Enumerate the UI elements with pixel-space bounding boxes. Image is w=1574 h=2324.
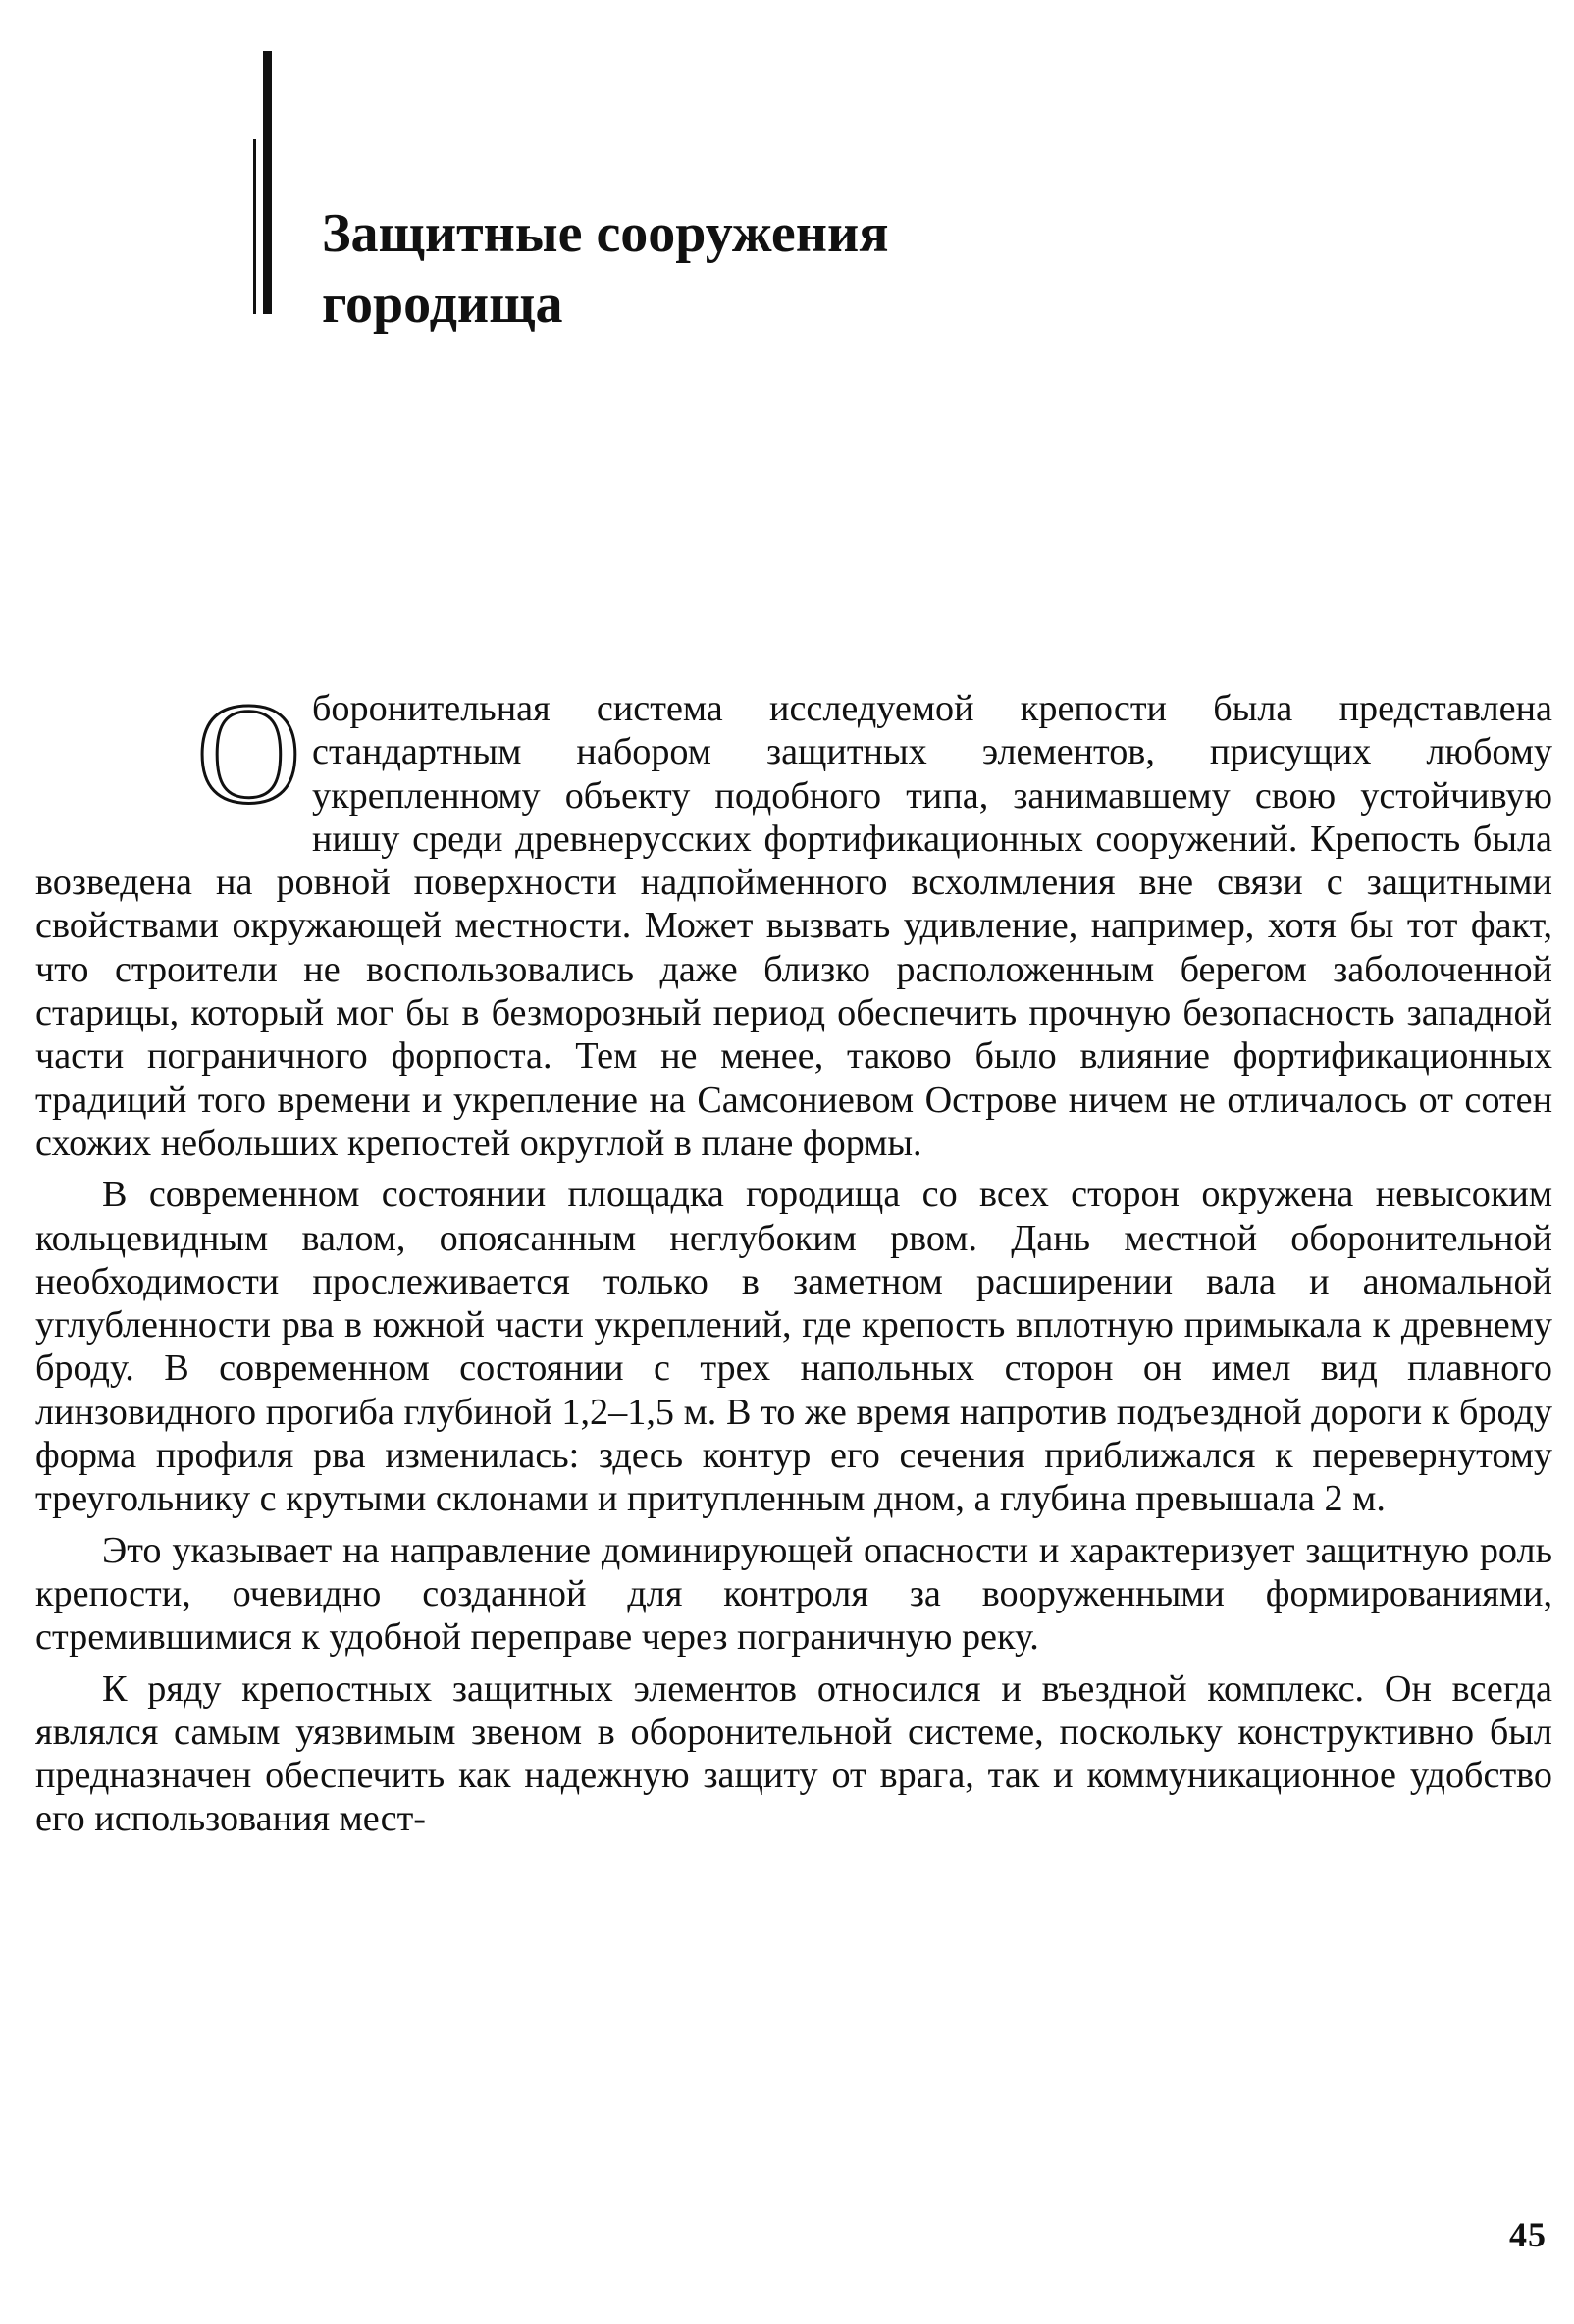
chapter-decorative-bar xyxy=(263,51,272,314)
drop-cap: О xyxy=(196,673,301,834)
chapter-title-line-1: Защитные сооружения xyxy=(322,203,889,264)
chapter-title xyxy=(322,198,1205,340)
body-text xyxy=(35,673,1552,1849)
chapter-title-line-2: городища xyxy=(322,274,563,335)
chapter-decorative-thin-bar xyxy=(253,139,256,314)
paragraph-1-text: боронительная система исследуемой крепости была представлена стандартным набором защитных элементов, присущих любому укрепленному объекту подобного типа, занимавшему свою устойчивую нишу среди древнерусских фортификационных сооружений. Крепость была возведена на ровной поверхности надпойменного всхолмления вне связи с защитными свойствами окружающей местности. Может вызвать удивление, например, хотя бы тот факт, что строители не воспользовались даже близко расположенным берегом заболоченной старицы, который мог бы в безморозный период обеспечить прочную безопасность западной части пограничного форпоста. Тем не менее, таково было влияние фортификационных традиций того времени и укрепление на Самсониевом Острове ничем не отличалось от сотен схожих небольших крепостей округлой в плане формы. xyxy=(35,688,1552,1164)
paragraph-3: Это указывает на направление доминирующей опасности и характеризует защитную роль крепости, очевидно созданной для контроля за вооруженными формированиями, стремившимися к удобной переправе через пограничную реку. xyxy=(35,1529,1552,1659)
paragraph-2: В современном состоянии площадка городища со всех сторон окружена невысоким кольцевидным валом, опоясанным неглубоким рвом. Дань местной оборонительной необходимости прослеживается только в заметном расширении вала и аномальной углубленности рва в южной части укреплений, где крепость вплотную примыкала к древнему броду. В современном состоянии с трех напольных сторон он имел вид плавного линзовидного прогиба глубиной 1,2–1,5 м. В то же время напротив подъездной дороги к броду форма профиля рва изменилась: здесь контур его сечения приближался к перевернутому треугольнику с крутыми склонами и притупленным дном, а глубина превышала 2 м. xyxy=(35,1174,1552,1520)
paragraph-4: К ряду крепостных защитных элементов относился и въездной комплекс. Он всегда являлся самым уязвимым звеном в оборонительной системе, поскольку конструктивно был предназначен обеспечить как надежную защиту от врага, так и коммуникационное удобство его использования мест- xyxy=(35,1667,1552,1840)
page-number: 45 xyxy=(1509,2215,1547,2254)
paragraph-1 xyxy=(35,673,1552,1165)
